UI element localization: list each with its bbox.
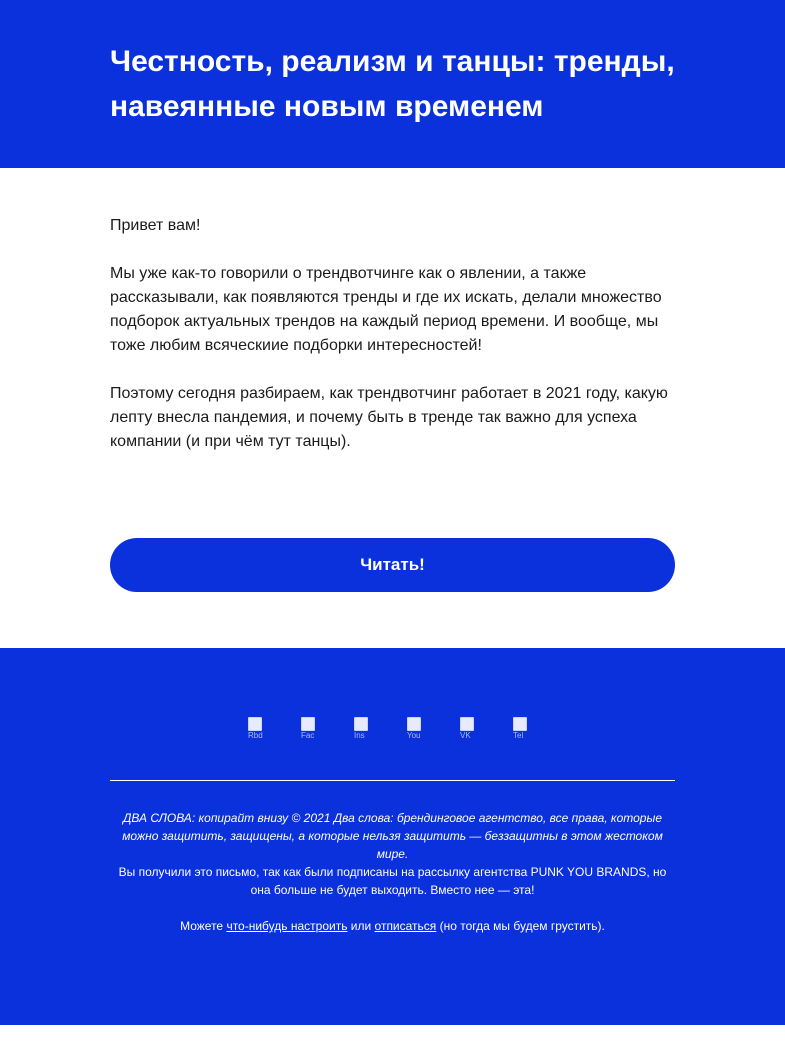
social-link-5[interactable] [460,717,480,739]
manage-subscription-text [112,917,673,935]
topic-paragraph: Поэтому сегодня разбираем, как трендвотчинг работает в 2021 году, какую лепту внесла пандемия, и почему быть в тренде так важно для успеха компании (и при чём тут танцы). [110,385,668,450]
email-body [110,214,680,478]
subscription-note: Вы получили это письмо, так как были подписаны на рассылку агентства PUNK YOU BRANDS, но она больше не будет выходить. Вместо нее — эта! [118,865,667,897]
greeting-text: Привет вам! [110,217,201,234]
broken-image-icon: You [407,731,421,740]
header-banner [0,0,785,168]
broken-image-icon: Tel [513,731,524,740]
read-button[interactable]: Читать! [110,538,675,592]
broken-image-icon: Rbd [248,731,263,740]
social-link-2[interactable] [301,717,321,739]
broken-image-icon: Fac [301,731,315,740]
social-link-4[interactable] [407,717,427,739]
page-title: Честность, реализм и танцы: тренды, навеянные новым временем [110,45,675,123]
copyright-text: ДВА СЛОВА: копирайт внизу © 2021 Два слова: брендинговое агентство, все права, которые можно защитить, защищены, а которые нельзя защитить — беззащитны в этом жестоком мире. [122,811,663,861]
manage-suffix: (но тогда мы будем грустить). [436,919,605,933]
social-link-6[interactable] [513,717,533,739]
unsubscribe-link[interactable]: отписаться [374,919,437,933]
footer-divider [110,780,675,781]
settings-link[interactable]: что-нибудь настроить [226,919,348,933]
social-link-1[interactable] [248,717,268,739]
manage-prefix: Можете [180,919,227,933]
footer [0,648,785,1025]
social-links [248,717,533,739]
social-link-3[interactable] [354,717,374,739]
intro-paragraph: Мы уже как-то говорили о трендвотчинге как о явлении, а также рассказывали, как появляются тренды и где их искать, делали множество подборок актуальных трендов на каждый период времени. И вообще, мы тоже любим всяческиие подборки интересностей! [110,265,662,354]
broken-image-icon: Ins [354,731,365,740]
broken-image-icon: VK [460,731,471,740]
legal-text [112,809,673,935]
manage-or: или [347,919,375,933]
